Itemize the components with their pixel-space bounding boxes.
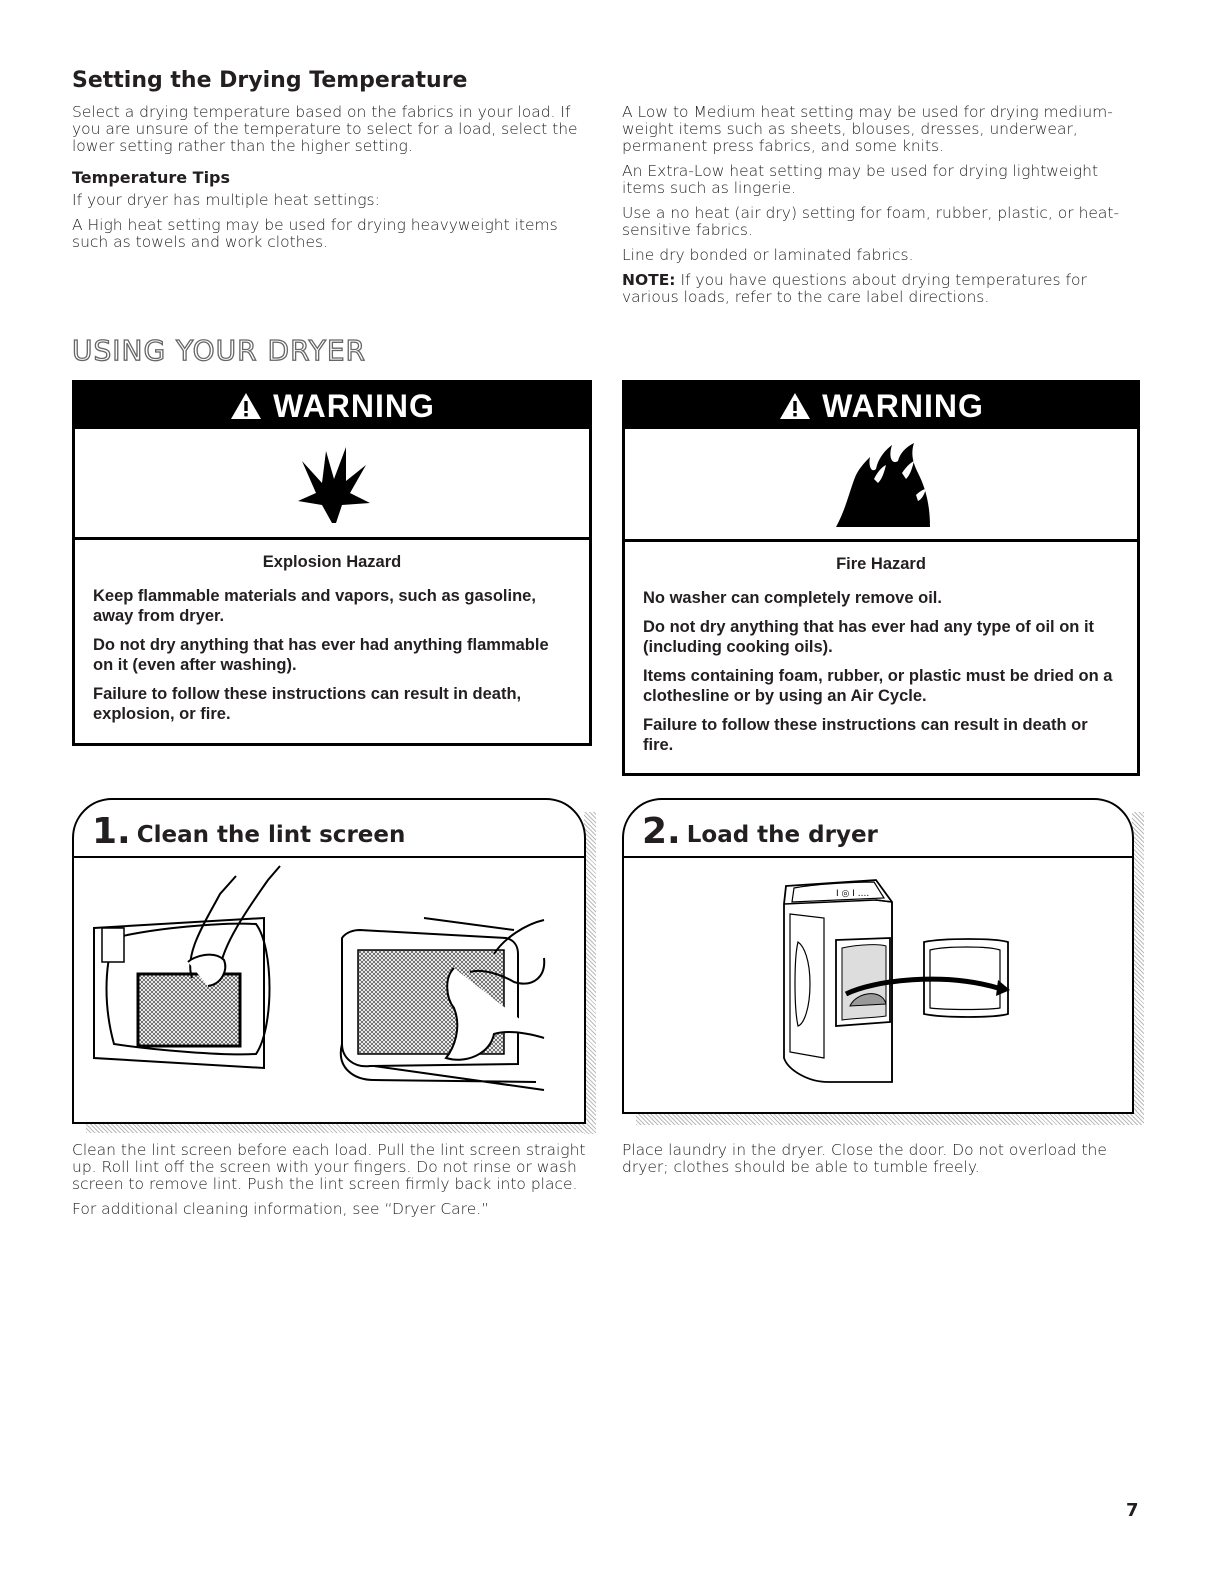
lint-screen-illustration bbox=[74, 858, 584, 1116]
note-text: If you have questions about drying temperatures for various loads, refer to the care label directions. bbox=[622, 271, 1087, 306]
step2-header bbox=[624, 800, 1132, 858]
warning-text bbox=[75, 540, 589, 743]
tip-no-heat: Use a no heat (air dry) setting for foam, rubber, plastic, or heat-sensitive fabrics. bbox=[622, 204, 1120, 239]
warning-line: Items containing foam, rubber, or plastic must be dried on a clothesline or by using an Air Cycle. bbox=[643, 667, 1113, 705]
warning-fire-box bbox=[622, 380, 1140, 776]
hazard-label: Explosion Hazard bbox=[262, 553, 402, 571]
right-column bbox=[622, 104, 1142, 314]
section-heading: Setting the Drying Temperature bbox=[72, 68, 468, 93]
note-label: NOTE: bbox=[622, 271, 676, 289]
warning-line: Do not dry anything that has ever had anything flammable on it (even after washing). bbox=[93, 636, 549, 674]
page-number: 7 bbox=[1126, 1500, 1139, 1521]
warning-title: WARNING bbox=[273, 387, 435, 424]
warning-line: Failure to follow these instructions can result in death, explosion, or fire. bbox=[93, 685, 522, 723]
warning-text bbox=[625, 542, 1137, 774]
warning-line: Do not dry anything that has ever had any type of oil on it (including cooking oils). bbox=[643, 618, 1095, 656]
warning-header bbox=[75, 383, 589, 429]
load-dryer-illustration bbox=[624, 858, 1132, 1108]
warning-line: Keep flammable materials and vapors, such as gasoline, away from dryer. bbox=[93, 587, 536, 625]
warning-line: No washer can completely remove oil. bbox=[643, 589, 942, 607]
warning-triangle-icon bbox=[778, 391, 812, 421]
step-title: Clean the lint screen bbox=[136, 822, 406, 848]
left-column bbox=[72, 104, 598, 259]
tip-high: A High heat setting may be used for drying heavyweight items such as towels and work clothes. bbox=[72, 216, 558, 251]
step1-header bbox=[74, 800, 584, 858]
warning-explosion-box bbox=[72, 380, 592, 746]
step-number: 1. bbox=[92, 811, 131, 852]
tips-heading: Temperature Tips bbox=[72, 168, 231, 187]
tip-line-dry: Line dry bonded or laminated fabrics. bbox=[622, 246, 914, 264]
step-number: 2. bbox=[642, 811, 681, 852]
warning-header bbox=[625, 383, 1137, 429]
using-heading: USING YOUR DRYER bbox=[72, 334, 367, 367]
warning-triangle-icon bbox=[229, 391, 263, 421]
svg-text:I ◎ I ....: I ◎ I .... bbox=[836, 889, 870, 899]
tip-medium: A Low to Medium heat setting may be used for drying medium-weight items such as sheets, blouses, dresses, underwear, permanent press fabrics, and some knits. bbox=[622, 103, 1113, 155]
hazard-label: Fire Hazard bbox=[836, 555, 926, 573]
step2-box bbox=[622, 798, 1134, 1114]
tip-extra-low: An Extra-Low heat setting may be used for drying lightweight items such as lingerie. bbox=[622, 162, 1099, 197]
step1-box bbox=[72, 798, 586, 1124]
fire-icon bbox=[625, 429, 1137, 542]
explosion-icon bbox=[75, 429, 589, 540]
note-paragraph bbox=[622, 272, 1142, 306]
intro-paragraph: Select a drying temperature based on the fabrics in your load. If you are unsure of the temperature to select for a load, select the lower setting rather than the higher setting. bbox=[72, 103, 578, 155]
warning-title: WARNING bbox=[822, 387, 984, 424]
step-title: Load the dryer bbox=[686, 822, 878, 848]
step2-text bbox=[622, 1142, 1122, 1184]
step-body: Place laundry in the dryer. Close the door. Do not overload the dryer; clothes should be able to tumble freely. bbox=[622, 1141, 1107, 1176]
tip-lead: If your dryer has multiple heat settings: bbox=[72, 191, 380, 209]
step-body: Clean the lint screen before each load. Pull the lint screen straight up. Roll lint off the screen with your fingers. Do not rinse or wash screen to remove lint. Push the lint screen firmly back into place. bbox=[72, 1141, 586, 1193]
step1-text bbox=[72, 1142, 602, 1226]
warning-line: Failure to follow these instructions can result in death or fire. bbox=[643, 716, 1088, 754]
step-body: For additional cleaning information, see “Dryer Care.” bbox=[72, 1200, 490, 1218]
